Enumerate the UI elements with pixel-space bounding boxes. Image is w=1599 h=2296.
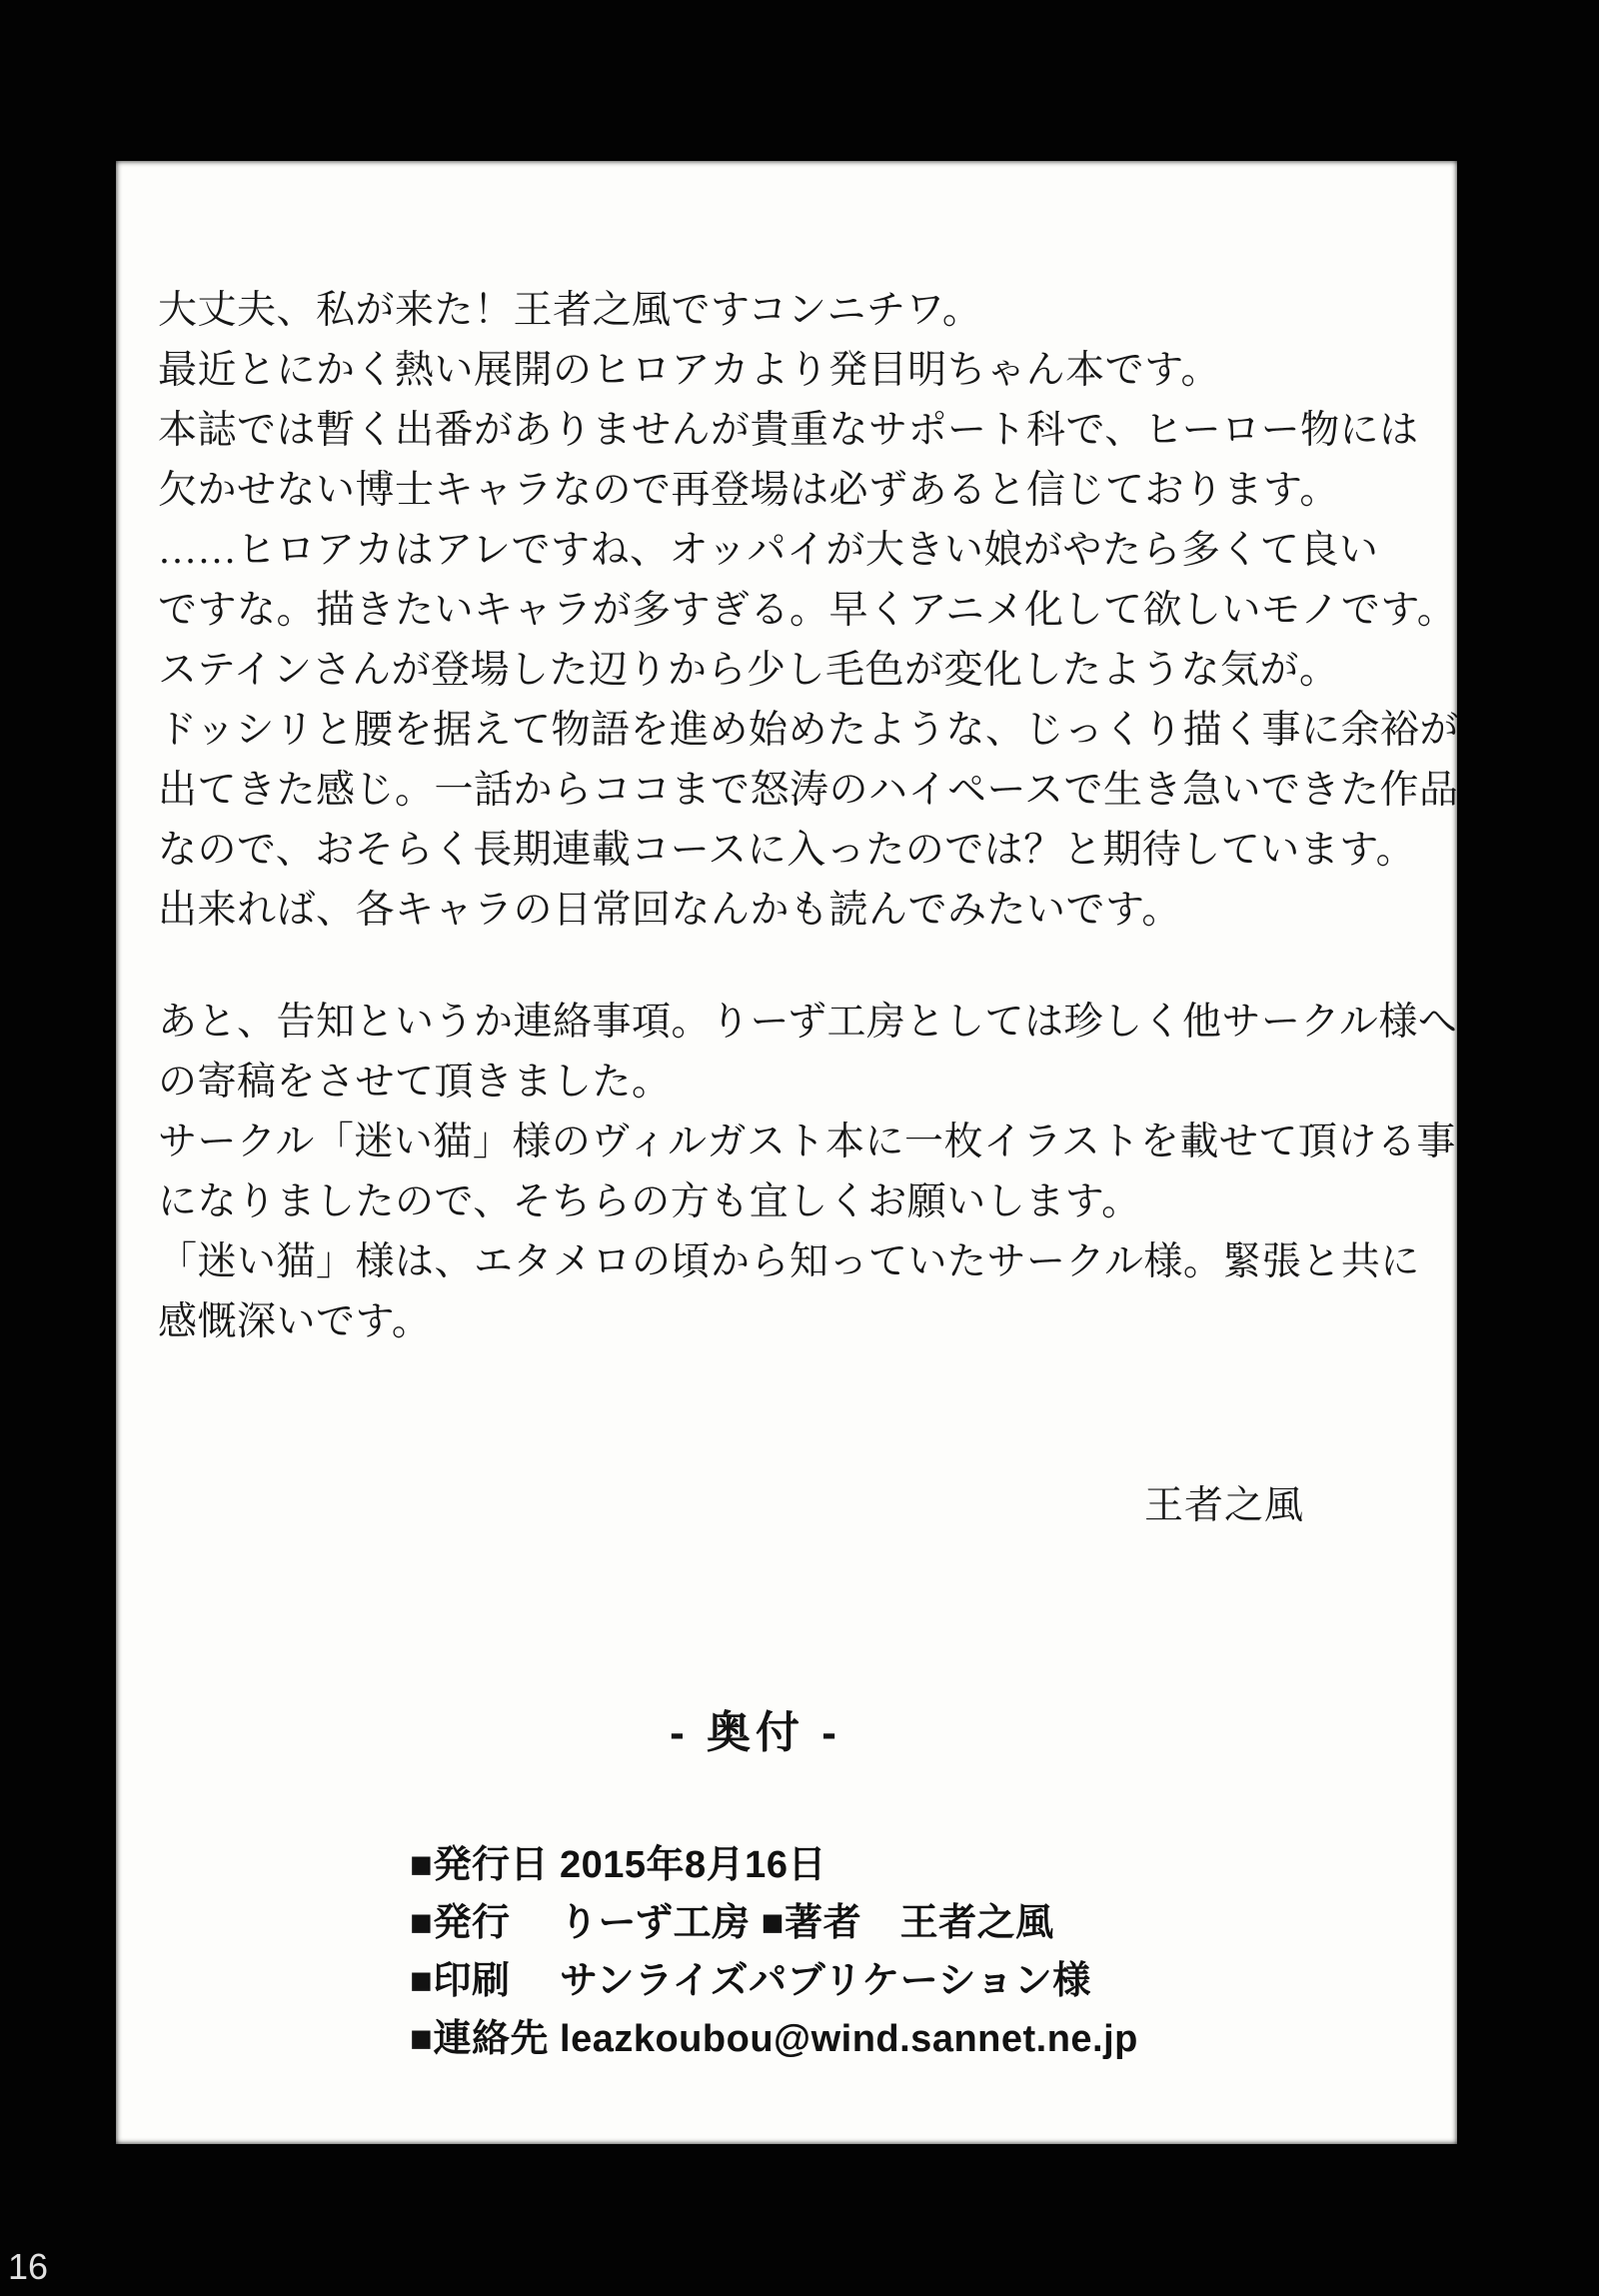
text-line: 大丈夫、私が来た！王者之風ですコンニチワ。: [158, 289, 982, 332]
text-line: になりましたので、そちらの方も宜しくお願いします。: [158, 1180, 1141, 1223]
text-line: 出来れば、各キャラの日常回なんかも読んでみたいです。: [158, 889, 1181, 932]
colophon-heading: - 奥付 -: [670, 1708, 841, 1757]
text-line: あと、告知というか連絡事項。りーず工房としては珍しく他サークル様へ: [158, 1001, 1458, 1044]
text-line: ……ヒロアカはアレですね、オッパイが大きい娘がやたら多くて良い: [158, 529, 1379, 572]
author-signature: 王者之風: [1143, 1484, 1304, 1527]
colophon-publisher-author: ■発行 りーず工房 ■著者 王者之風: [410, 1902, 1054, 1944]
text-line: 欠かせない博士キャラなので再登場は必ずあると信じております。: [158, 469, 1339, 512]
doujinshi-afterword-page: [116, 161, 1457, 2144]
text-line: の寄稿をさせて頂きました。: [158, 1061, 672, 1104]
text-line: 本誌では暫く出番がありませんが貴重なサポート科で、ヒーロー物には: [158, 409, 1419, 452]
text-line: サークル「迷い猫」様のヴィルガスト本に一枚イラストを載せて頂ける事: [158, 1121, 1456, 1163]
text-line: ステインさんが登場した辺りから少し毛色が変化したような気が。: [158, 649, 1339, 692]
afterword-paragraph-2: [158, 993, 1458, 1352]
text-line: ドッシリと腰を据えて物語を進め始めたような、じっくり描く事に余裕が: [158, 709, 1459, 752]
text-line: ですな。描きたいキャラが多すぎる。早くアニメ化して欲しいモノです。: [158, 589, 1457, 632]
text-line: 出てきた感じ。一話からココまで怒涛のハイペースで生き急いできた作品: [158, 769, 1459, 812]
text-line: 最近とにかく熱い展開のヒロアカより発目明ちゃん本です。: [158, 349, 1220, 392]
colophon-publish-date: ■発行日 2015年8月16日: [410, 1844, 826, 1886]
colophon-contact-email: ■連絡先 leazkoubou@wind.sannet.ne.jp: [410, 2018, 1138, 2060]
colophon-printer: ■印刷 サンライズパブリケーション様: [410, 1960, 1091, 2002]
text-line: 「迷い猫」様は、エタメロの頃から知っていたサークル様。緊張と共に: [158, 1240, 1420, 1283]
text-line: 感慨深いです。: [158, 1300, 432, 1343]
text-line: なので、おそらく長期連載コースに入ったのでは？と期待しています。: [158, 829, 1416, 872]
page-number: 16: [8, 2246, 49, 2287]
afterword-paragraph-1: [158, 281, 1459, 941]
colophon-block: [410, 1836, 1138, 2068]
